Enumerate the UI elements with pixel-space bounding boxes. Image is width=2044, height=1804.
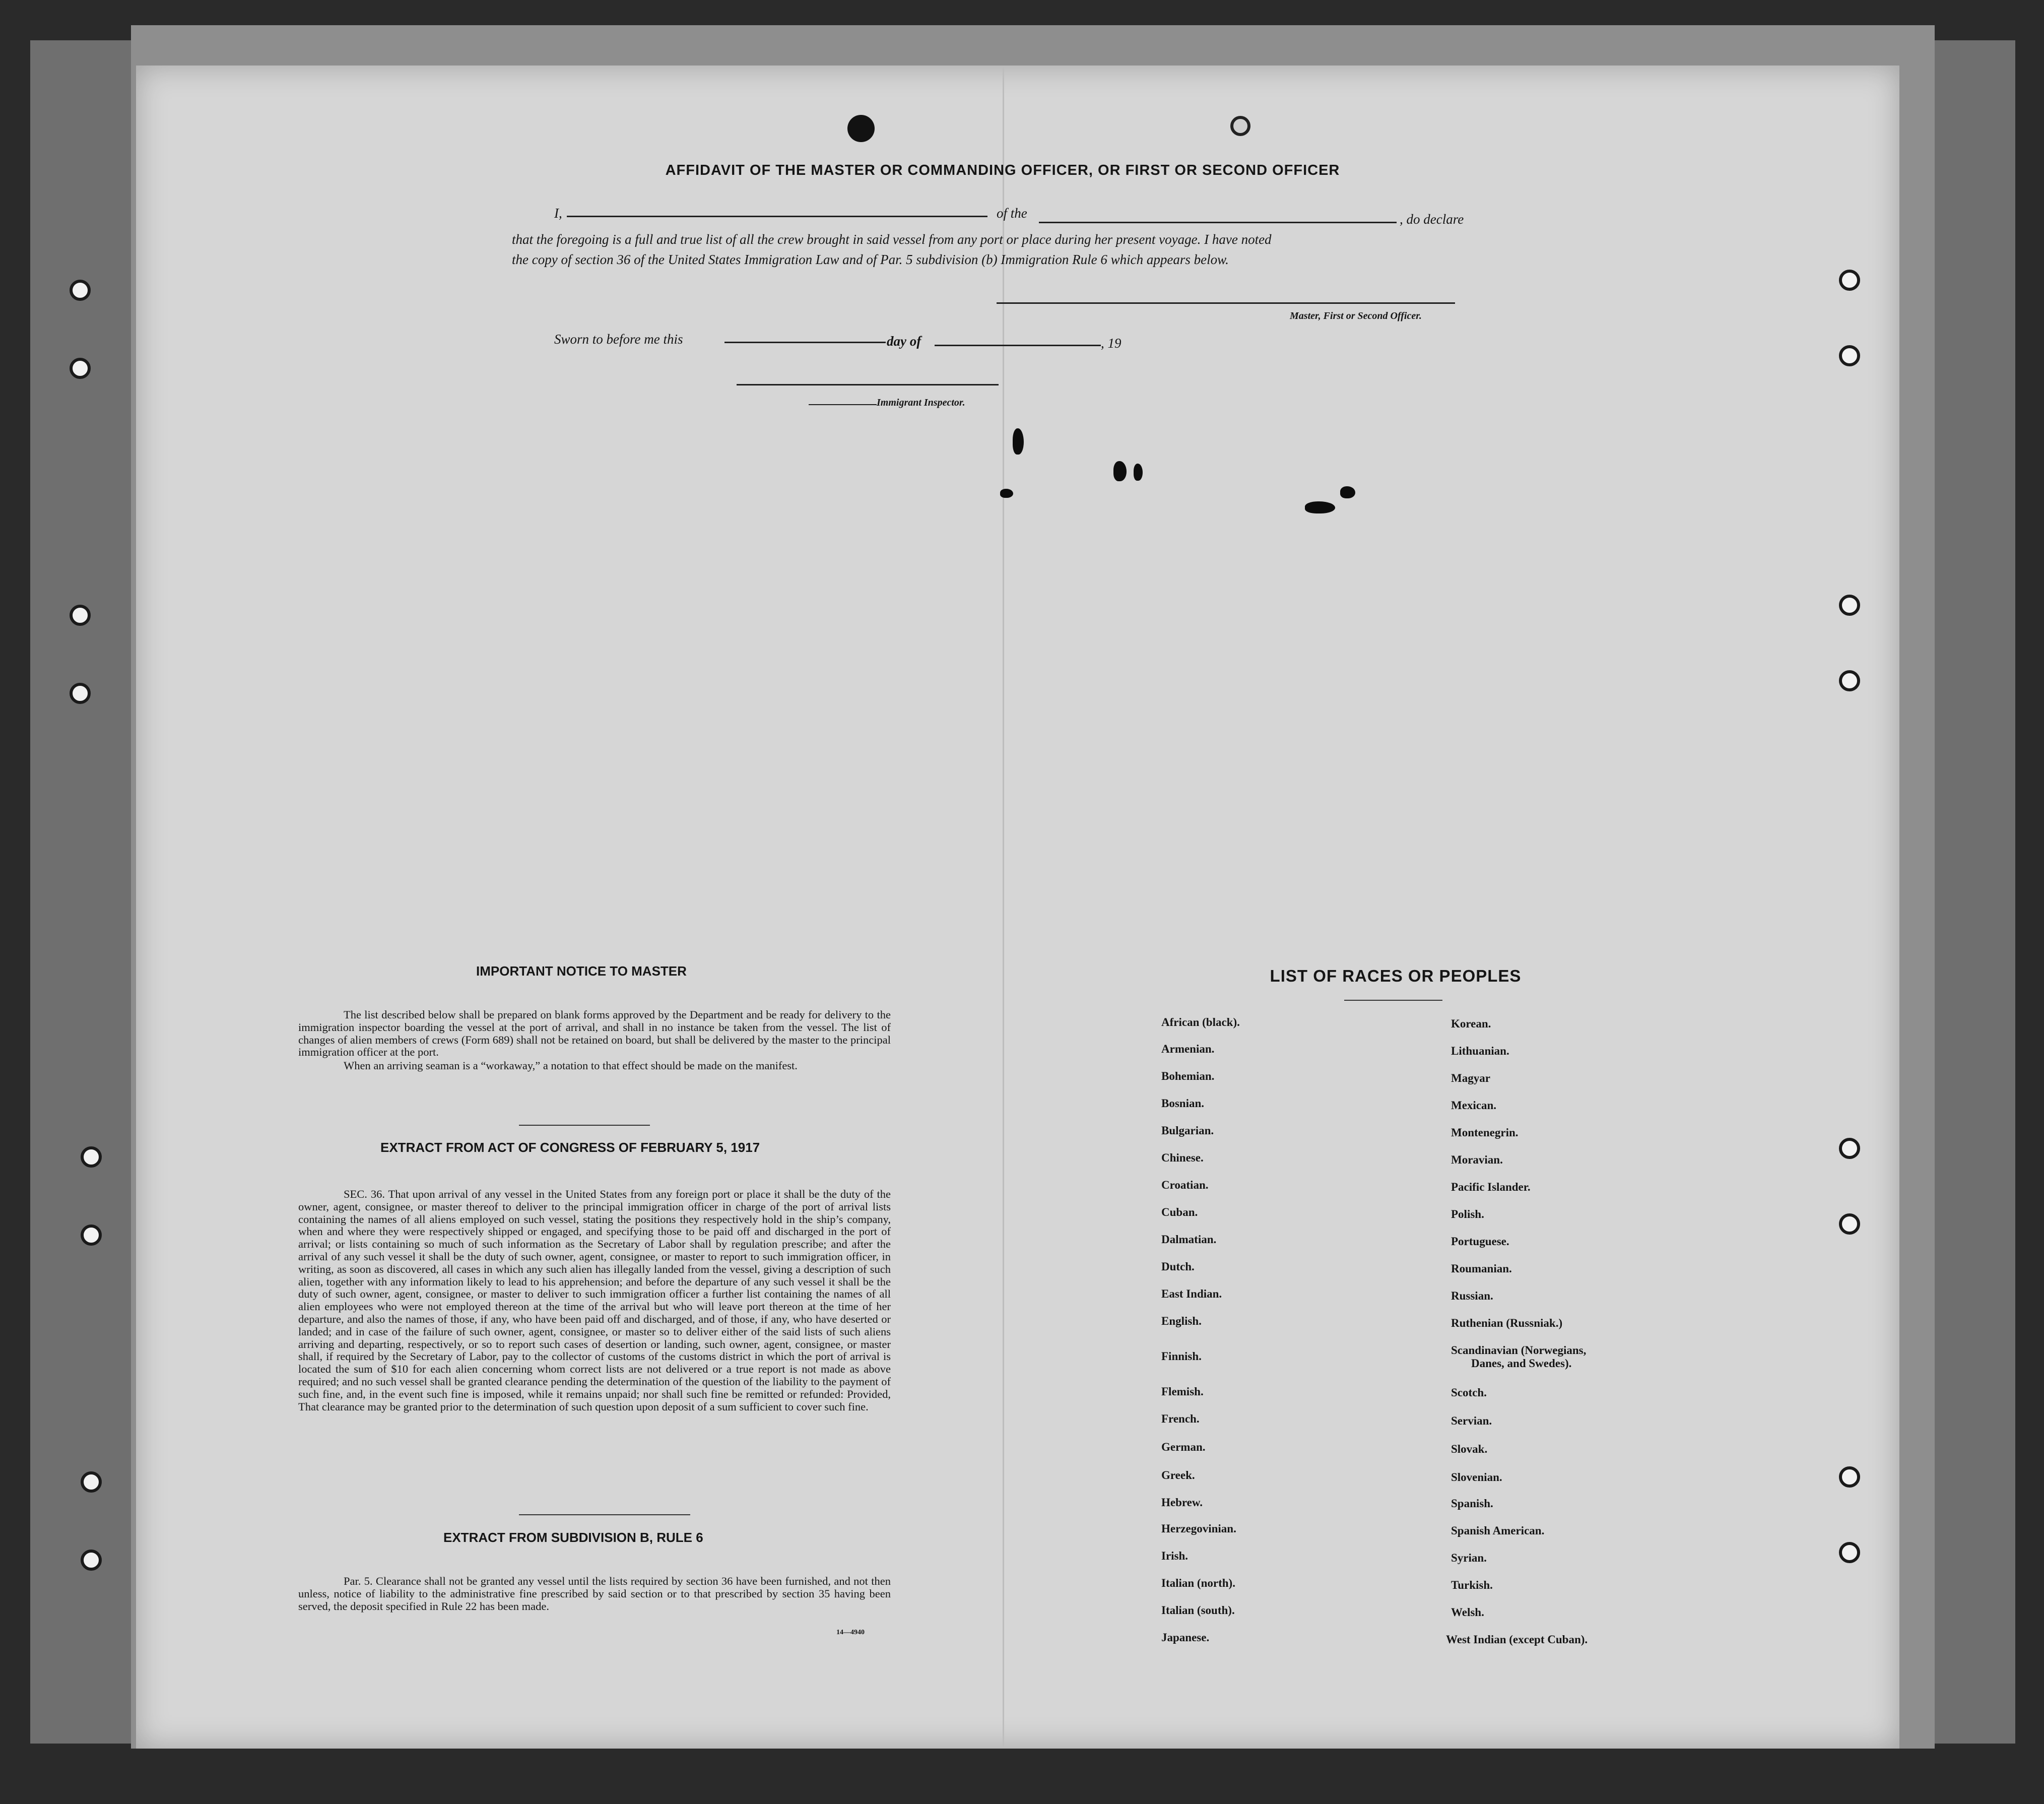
race-item: Scandinavian (Norwegians, [1451,1344,1587,1357]
race-item: Armenian. [1161,1043,1215,1055]
race-item: Slovak. [1451,1443,1488,1455]
race-item: Greek. [1161,1469,1195,1481]
binder-hole-icon [81,1146,102,1168]
race-item: Korean. [1451,1017,1491,1030]
race-item: African (black). [1161,1016,1240,1028]
race-item: Magyar [1451,1072,1490,1084]
race-item: German. [1161,1441,1206,1453]
act-divider [519,1514,690,1515]
ink-blot [1013,428,1024,455]
race-item: Pacific Islander. [1451,1181,1531,1193]
act-heading: EXTRACT FROM ACT OF CONGRESS OF FEBRUARY 5, 1917 [380,1140,760,1155]
inspector-signature-line [737,384,999,385]
race-item: Mexican. [1451,1099,1497,1112]
affidavit-title: AFFIDAVIT OF THE MASTER OR COMMANDING OFFICER, OR FIRST OR SECOND OFFICER [665,162,1340,178]
race-item: Syrian. [1451,1552,1487,1564]
race-item: Lithuanian. [1451,1045,1509,1057]
race-item: Chinese. [1161,1151,1204,1164]
sworn-label: Sworn to before me this [554,332,683,347]
binder-hole-icon [1839,1466,1860,1488]
race-item: Servian. [1451,1414,1492,1427]
race-item: Welsh. [1451,1606,1484,1619]
binder-hole-icon [70,605,91,626]
master-name-line [567,216,987,217]
binder-hole-icon [70,280,91,301]
binder-hole-icon [70,358,91,379]
race-item: Japanese. [1161,1631,1210,1644]
ink-blot [1305,501,1335,513]
affidavit-do-declare: , do declare [1400,212,1464,227]
race-item: Croatian. [1161,1179,1209,1191]
binder-hole-icon [81,1550,102,1571]
binder-hole-icon [1839,345,1860,366]
race-item: Italian (south). [1161,1604,1235,1617]
act-section-text: SEC. 36. That upon arrival of any vessel in the United States from any foreign port or place it shall be the duty of the owner, agent, consignee, or master thereof to deliver to the principal immigration officer in charge of the port of arrival lists containing the names of all aliens employed on such vessel, stating the positions they respectively hold in the ship’s company, when and where they were respectively shipped or engaged, and specifying those to be paid off and discharged in the port of arrival; or lists containing so much of such information as the Secretary of Labor shall by regulation prescribe; and after the arrival of any such vessel it shall be the duty of such owner, agent, consignee, or master to report to such immigration officer, in writing, as soon as discovered, all cases in which any such alien has illegally landed from the vessel, giving a description of such alien, together with any information likely to lead to his apprehension; and before the departure of any such vessel it shall be the duty of such owner, agent, consignee, or master to deliver to such immigration officer a further list containing the names of all alien employees who were not employed thereon at the time of the arrival but who will leave port thereon at the time of her departure, and also the names of those, if any, who have been paid off and discharged, and of those, if any, who have deserted or landed; and in case of the failure of such owner, agent, consignee, or master so to deliver either of the said lists of such aliens arriving and departing, respectively, or so to report such cases of desertion or landing, such owner, agent, consignee, or master shall, if required by the Secretary of Labor, pay to the collector of customs of the customs district in which the port of arrival is located the sum of $10 for each alien concerning whom correct lists are not delivered or a true report is not made as above required; and no such vessel shall be granted clearance pending the determination of the question of the liability to the payment of such fine, and, in the event such fine is imposed, while it remains unpaid; nor shall such fine be remitted or refunded: Provided, That clearance may be granted prior to the determination of such question upon deposit of a sum sufficient to cover such fine. [298,1188,891,1413]
form-number: 14—4940 [836,1629,865,1636]
affidavit-line-2: that the foregoing is a full and true list of all the crew brought in said vessel from any port or place during her present voyage. I have noted [512,232,1272,247]
master-signature-caption: Master, First or Second Officer. [1290,310,1422,321]
notice-paragraph-1: The list described below shall be prepared on blank forms approved by the Department and be ready for delivery to the immigration inspector boarding the vessel at the port of arrival, and shall in no instance be taken from the vessel. The list of changes of alien members of crews (Form 689) shall not be retained on board, but shall be delivered by the master to the principal immigration officer at the port. [298,1008,891,1059]
ink-blot [1134,464,1143,481]
binder-hole-icon [81,1225,102,1246]
day-of-label: day of [887,334,921,349]
race-item: Slovenian. [1451,1471,1502,1484]
race-item: Flemish. [1161,1385,1204,1398]
race-item: West Indian (except Cuban). [1446,1633,1588,1646]
race-item: Danes, and Swedes). [1471,1357,1572,1370]
race-item: Bulgarian. [1161,1124,1214,1137]
sworn-month-line [935,345,1101,346]
race-item: Roumanian. [1451,1262,1512,1275]
race-item: Ruthenian (Russniak.) [1451,1317,1563,1329]
fastener-hole-icon [847,115,875,142]
page-fold [1003,66,1004,1749]
ink-blot [1000,489,1013,498]
affidavit-line-3: the copy of section 36 of the United States Immigration Law and of Par. 5 subdivision (b) Immigration Rule 6 which appears below. [512,252,1229,267]
inspector-signature-caption: Immigrant Inspector. [877,397,965,408]
binder-hole-icon [81,1471,102,1493]
race-item: Herzegovinian. [1161,1522,1236,1535]
binder-hole-icon [1839,595,1860,616]
race-item: Spanish American. [1451,1524,1545,1537]
rule-heading: EXTRACT FROM SUBDIVISION B, RULE 6 [443,1530,703,1545]
races-divider [1344,1000,1442,1001]
race-item: Turkish. [1451,1579,1493,1591]
race-item: Spanish. [1451,1497,1493,1510]
ink-blot [1113,461,1127,481]
binder-hole-icon [1839,1138,1860,1159]
race-item: Dalmatian. [1161,1233,1217,1246]
race-item: Hebrew. [1161,1496,1203,1509]
race-item: Moravian. [1451,1153,1503,1166]
race-item: Scotch. [1451,1386,1487,1399]
rule-body [298,1575,891,1613]
sworn-day-line [724,342,886,343]
race-item: East Indian. [1161,1287,1222,1300]
race-item: Irish. [1161,1550,1189,1562]
notice-paragraph-2: When an arriving seaman is a “workaway,” a notation to that effect should be made on the manifest. [344,1059,798,1072]
master-signature-line [997,302,1455,304]
manifest-page [136,66,1899,1749]
binder-hole-icon [1839,1213,1860,1235]
affidavit-of-the-label: of the [997,206,1027,221]
inspector-caption-line [809,404,877,405]
race-item: Montenegrin. [1451,1126,1519,1139]
notice-body [298,1009,891,1072]
act-section-36 [298,1188,891,1413]
race-item: Russian. [1451,1290,1493,1302]
race-item: English. [1161,1315,1202,1327]
race-item: Bosnian. [1161,1097,1205,1110]
affidavit-i-label: I, [554,206,562,221]
notice-heading: IMPORTANT NOTICE TO MASTER [476,963,687,979]
notice-divider [519,1125,650,1126]
race-item: Cuban. [1161,1206,1198,1218]
rule-paragraph: Par. 5. Clearance shall not be granted any vessel until the lists required by section 36 have been furnished, and not then unless, notice of liability to the administrative fine prescribed by said section or to that prescribed by section 35 having been served, the deposit specified in Rule 22 has been made. [298,1575,891,1613]
vessel-name-line [1039,222,1397,223]
binder-hole-icon [1839,270,1860,291]
binder-hole-icon [1839,1542,1860,1563]
binder-hole-icon [1839,670,1860,691]
race-item: French. [1161,1412,1200,1425]
races-heading: LIST OF RACES OR PEOPLES [1270,967,1522,985]
year-label: , 19 [1101,336,1122,351]
race-item: Bohemian. [1161,1070,1215,1082]
race-item: Portuguese. [1451,1235,1509,1248]
race-item: Polish. [1451,1208,1484,1220]
ink-blot [1340,486,1355,498]
binder-hole-icon [70,683,91,704]
race-item: Italian (north). [1161,1577,1235,1589]
fastener-hole-icon [1230,116,1250,136]
race-item: Dutch. [1161,1260,1195,1273]
race-item: Finnish. [1161,1350,1202,1363]
